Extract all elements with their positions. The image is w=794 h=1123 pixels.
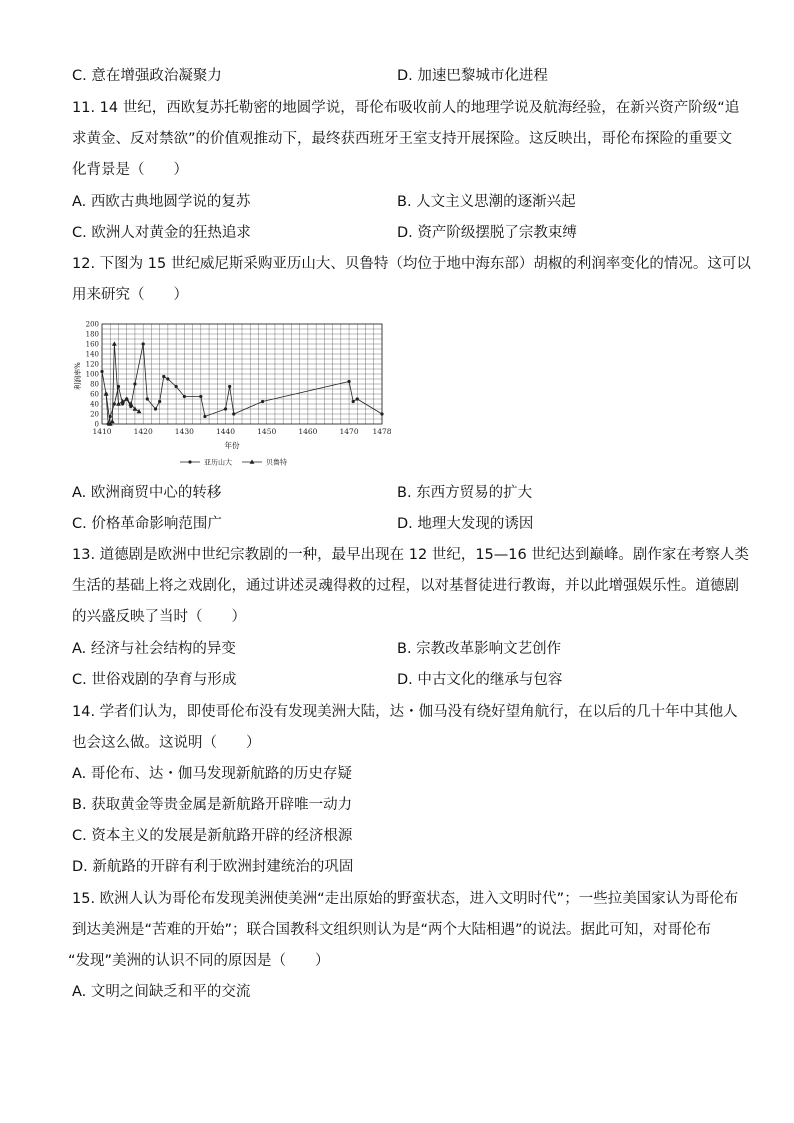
chart-x-axis-label: 年份 [224, 441, 240, 450]
chart-grid [102, 324, 382, 424]
q11-option-c: C. 欧洲人对黄金的狂热追求 [72, 225, 251, 241]
y-tick-label: 100 [85, 370, 99, 379]
series-alexandria-point [175, 385, 178, 388]
series-alexandria-point [224, 407, 227, 410]
q11-stem-line-1: 11. 14 世纪，西欧复苏托勒密的地圆学说，哥伦布吸收前人的地理学说及航海经验，在新兴资产阶级“追 [72, 100, 740, 116]
q12-option-b: B. 东西方贸易的扩大 [397, 485, 533, 501]
q11-option-d: D. 资产阶级摆脱了宗教束缚 [397, 225, 577, 241]
q14-option-c: C. 资本主义的发展是新航路开辟的经济根源 [72, 828, 353, 844]
series-alexandria-point [146, 397, 149, 400]
q11-stem-line-2: 求黄金、反对禁欲”的价值观推动下，最终获西班牙王室支持开展探险。这反映出，哥伦布探险的重要文 [72, 131, 733, 147]
y-tick-label: 0 [94, 420, 99, 429]
x-tick-label: 1420 [133, 427, 153, 436]
q13-stem-line-2: 生活的基础上将之戏剧化，通过讲述灵魂得救的过程，以对基督徒进行教诲，并以此增强娱乐性。道德剧 [72, 578, 739, 594]
q15-stem-line-1: 15. 欧洲人认为哥伦布发现美洲使美洲“走出原始的野蛮状态，进入文明时代”；一些拉美国家认为哥伦布 [72, 891, 739, 907]
x-tick-label: 1450 [257, 427, 277, 436]
chart-y-axis-label: 利润率% [74, 362, 82, 390]
y-tick-label: 180 [85, 330, 99, 339]
series-alexandria-point [142, 342, 145, 345]
q15-stem-line-3: “发现”美洲的认识不同的原因是（ ） [68, 953, 330, 969]
q12-option-d: D. 地理大发现的诱因 [397, 516, 534, 532]
chart-ticks [86, 321, 392, 437]
series-alexandria-point [113, 402, 116, 405]
series-alexandria-point [347, 380, 350, 383]
x-tick-label: 1440 [215, 427, 236, 436]
series-alexandria-point [228, 385, 231, 388]
series-alexandria-point [352, 400, 355, 403]
q13-stem-line-1: 13. 道德剧是欧洲中世纪宗教剧的一种，最早出现在 12 世纪，15—16 世纪达到巅峰。剧作家在考察人类 [72, 547, 749, 563]
series-beirut-point [120, 399, 125, 403]
series-alexandria-point [380, 412, 383, 415]
series-beirut-point [112, 341, 117, 345]
y-tick-label: 140 [85, 350, 99, 359]
q10-option-c: C. 意在增强政治凝聚力 [72, 68, 222, 84]
y-tick-label: 20 [90, 410, 99, 419]
x-tick-label: 1460 [298, 427, 318, 436]
x-tick-label: 1478 [372, 427, 392, 436]
q13-option-a: A. 经济与社会结构的异变 [72, 641, 236, 657]
series-alexandria-point [232, 412, 235, 415]
series-alexandria-point [356, 397, 359, 400]
series-alexandria-point [162, 375, 165, 378]
q14-option-b: B. 获取黄金等贵金属是新航路开辟唯一动力 [72, 797, 353, 813]
legend-alexandria-marker [188, 460, 191, 463]
legend-alexandria-label: 亚历山大 [204, 458, 232, 467]
q11-option-a: A. 西欧古典地圆学说的复苏 [72, 194, 251, 210]
q12-stem-line-1: 12. 下图为 15 世纪威尼斯采购亚历山大、贝鲁特（均位于地中海东部）胡椒的利润率变化的情况。这可以 [72, 256, 751, 272]
series-alexandria-point [100, 370, 103, 373]
q14-stem-line-1: 14. 学者们认为，即使哥伦布没有发现美洲大陆，达・伽马没有绕好望角航行，在以后的几十年中其他人 [72, 704, 738, 720]
q11-stem-line-3: 化背景是（ ） [72, 162, 188, 178]
q13-stem-line-3: 的兴盛反映了当时（ ） [72, 609, 246, 625]
series-beirut-point [104, 391, 109, 395]
y-tick-label: 160 [85, 340, 99, 349]
series-alexandria-point [166, 377, 169, 380]
series-alexandria-point [199, 395, 202, 398]
q14-option-a: A. 哥伦布、达・伽马发现新航路的历史存疑 [72, 766, 352, 782]
series-alexandria-point [183, 395, 186, 398]
y-tick-label: 60 [90, 390, 99, 399]
q12-stem-line-2: 用来研究（ ） [72, 287, 188, 303]
q14-stem-line-2: 也会这么做。这说明（ ） [72, 735, 261, 751]
series-beirut-point [124, 396, 129, 400]
x-tick-label: 1470 [339, 427, 359, 436]
q15-option-a: A. 文明之间缺乏和平的交流 [72, 984, 251, 1000]
pepper-profit-chart [72, 316, 402, 476]
series-alexandria-point [261, 400, 264, 403]
y-tick-label: 200 [85, 320, 99, 329]
series-alexandria-point [203, 415, 206, 418]
series-alexandria-point [133, 382, 136, 385]
series-beirut-point [137, 409, 142, 413]
x-tick-label: 1410 [92, 427, 112, 436]
series-beirut-point [116, 401, 121, 405]
series-alexandria-point [158, 400, 161, 403]
q12-option-c: C. 价格革命影响范围广 [72, 516, 222, 532]
series-beirut-point [110, 419, 115, 423]
q11-option-b: B. 人文主义思潮的逐渐兴起 [397, 194, 576, 210]
y-tick-label: 40 [90, 400, 99, 409]
q13-option-d: D. 中古文化的继承与包容 [397, 672, 563, 688]
y-tick-label: 80 [90, 380, 99, 389]
q13-option-b: B. 宗教改革影响文艺创作 [397, 641, 562, 657]
q10-option-d: D. 加速巴黎城市化进程 [397, 68, 548, 84]
legend-beirut-label: 贝鲁特 [266, 458, 287, 467]
x-tick-label: 1430 [174, 427, 194, 436]
q15-stem-line-2: 到达美洲是“苦难的开始”；联合国教科文组织则认为是“两个大陆相遇”的说法。据此可知，对哥伦布 [72, 922, 712, 938]
q14-option-d: D. 新航路的开辟有利于欧洲封建统治的巩固 [72, 859, 354, 875]
q12-option-a: A. 欧洲商贸中心的转移 [72, 485, 222, 501]
y-tick-label: 120 [85, 360, 99, 369]
q13-option-c: C. 世俗戏剧的孕育与形成 [72, 672, 237, 688]
series-alexandria-point [154, 407, 157, 410]
legend-beirut-marker [250, 459, 255, 463]
chart-legend [180, 458, 287, 467]
